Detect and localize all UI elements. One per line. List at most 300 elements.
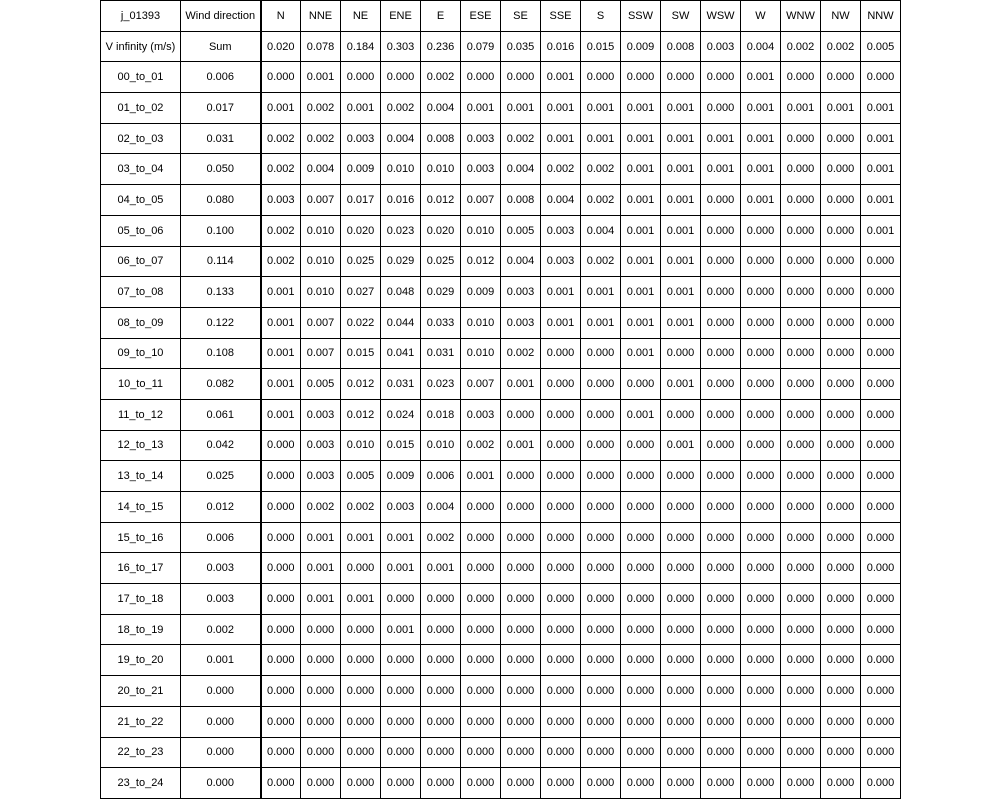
frequency-cell: 0.000 (861, 522, 901, 553)
frequency-cell: 0.000 (821, 154, 861, 185)
frequency-cell: 0.000 (461, 614, 501, 645)
frequency-cell: 0.010 (381, 154, 421, 185)
frequency-cell: 0.000 (701, 338, 741, 369)
frequency-cell: 0.004 (541, 185, 581, 216)
frequency-cell: 0.000 (341, 553, 381, 584)
direction-total-cell: 0.184 (341, 31, 381, 62)
row-sum-cell: 0.006 (181, 522, 261, 553)
frequency-cell: 0.000 (461, 737, 501, 768)
frequency-cell: 0.000 (861, 737, 901, 768)
frequency-cell: 0.000 (501, 62, 541, 93)
frequency-cell: 0.000 (821, 307, 861, 338)
frequency-cell: 0.000 (821, 430, 861, 461)
speed-bin-label: 19_to_20 (101, 645, 181, 676)
frequency-cell: 0.000 (661, 553, 701, 584)
frequency-cell: 0.000 (581, 737, 621, 768)
table-id-label: j_01393 (101, 1, 181, 32)
frequency-cell: 0.009 (381, 461, 421, 492)
frequency-cell: 0.000 (261, 522, 301, 553)
frequency-cell: 0.008 (501, 185, 541, 216)
direction-header-ene: ENE (381, 1, 421, 32)
frequency-cell: 0.003 (541, 215, 581, 246)
frequency-cell: 0.000 (821, 768, 861, 799)
direction-total-cell: 0.016 (541, 31, 581, 62)
frequency-cell: 0.010 (461, 215, 501, 246)
frequency-cell: 0.001 (341, 93, 381, 124)
wind-frequency-table (100, 0, 901, 799)
frequency-cell: 0.000 (701, 277, 741, 308)
frequency-cell: 0.000 (381, 768, 421, 799)
row-sum-cell: 0.050 (181, 154, 261, 185)
row-sum-cell: 0.122 (181, 307, 261, 338)
table-row (101, 399, 901, 430)
frequency-cell: 0.000 (501, 553, 541, 584)
frequency-cell: 0.012 (341, 369, 381, 400)
frequency-cell: 0.004 (501, 154, 541, 185)
frequency-cell: 0.000 (541, 492, 581, 523)
frequency-cell: 0.001 (861, 123, 901, 154)
frequency-cell: 0.000 (741, 522, 781, 553)
frequency-cell: 0.001 (461, 461, 501, 492)
row-sum-cell: 0.031 (181, 123, 261, 154)
frequency-cell: 0.000 (261, 62, 301, 93)
frequency-cell: 0.000 (621, 737, 661, 768)
direction-header-ne: NE (341, 1, 381, 32)
frequency-cell: 0.001 (621, 338, 661, 369)
frequency-cell: 0.001 (501, 430, 541, 461)
frequency-cell: 0.000 (741, 399, 781, 430)
direction-total-cell: 0.009 (621, 31, 661, 62)
frequency-cell: 0.000 (581, 461, 621, 492)
frequency-cell: 0.000 (581, 706, 621, 737)
row-sum-cell: 0.003 (181, 553, 261, 584)
speed-bin-label: 23_to_24 (101, 768, 181, 799)
table-body (101, 1, 901, 799)
table-row (101, 62, 901, 93)
frequency-cell: 0.000 (741, 768, 781, 799)
frequency-cell: 0.000 (701, 553, 741, 584)
frequency-cell: 0.000 (781, 307, 821, 338)
frequency-cell: 0.012 (461, 246, 501, 277)
speed-bin-label: 03_to_04 (101, 154, 181, 185)
row-sum-cell: 0.080 (181, 185, 261, 216)
frequency-cell: 0.000 (821, 246, 861, 277)
frequency-cell: 0.000 (781, 492, 821, 523)
frequency-cell: 0.000 (821, 645, 861, 676)
frequency-cell: 0.000 (821, 553, 861, 584)
frequency-cell: 0.001 (581, 307, 621, 338)
frequency-cell: 0.000 (261, 614, 301, 645)
frequency-cell: 0.000 (461, 768, 501, 799)
frequency-cell: 0.000 (781, 154, 821, 185)
frequency-cell: 0.002 (261, 154, 301, 185)
frequency-cell: 0.007 (301, 338, 341, 369)
frequency-cell: 0.000 (421, 614, 461, 645)
frequency-cell: 0.000 (861, 277, 901, 308)
frequency-cell: 0.000 (781, 676, 821, 707)
direction-header-s: S (581, 1, 621, 32)
frequency-cell: 0.000 (461, 62, 501, 93)
direction-total-cell: 0.303 (381, 31, 421, 62)
row-sum-cell: 0.017 (181, 93, 261, 124)
frequency-cell: 0.000 (341, 645, 381, 676)
frequency-cell: 0.000 (541, 676, 581, 707)
direction-header-n: N (261, 1, 301, 32)
speed-bin-label: 13_to_14 (101, 461, 181, 492)
frequency-cell: 0.001 (541, 307, 581, 338)
frequency-cell: 0.004 (301, 154, 341, 185)
frequency-cell: 0.002 (261, 246, 301, 277)
direction-total-cell: 0.002 (821, 31, 861, 62)
direction-header-wnw: WNW (781, 1, 821, 32)
frequency-cell: 0.001 (661, 430, 701, 461)
frequency-cell: 0.002 (341, 492, 381, 523)
frequency-cell: 0.001 (861, 215, 901, 246)
table-row (101, 553, 901, 584)
frequency-cell: 0.000 (701, 768, 741, 799)
frequency-cell: 0.000 (781, 399, 821, 430)
frequency-cell: 0.001 (741, 93, 781, 124)
frequency-cell: 0.000 (781, 584, 821, 615)
frequency-cell: 0.010 (421, 154, 461, 185)
frequency-cell: 0.000 (581, 768, 621, 799)
frequency-cell: 0.000 (381, 737, 421, 768)
table-row (101, 215, 901, 246)
frequency-cell: 0.001 (461, 93, 501, 124)
frequency-cell: 0.000 (741, 706, 781, 737)
frequency-cell: 0.000 (621, 461, 661, 492)
table-row (101, 277, 901, 308)
frequency-cell: 0.000 (661, 768, 701, 799)
frequency-cell: 0.000 (741, 246, 781, 277)
table-row (101, 492, 901, 523)
frequency-cell: 0.000 (741, 307, 781, 338)
frequency-cell: 0.001 (261, 338, 301, 369)
frequency-cell: 0.000 (541, 461, 581, 492)
frequency-cell: 0.000 (541, 645, 581, 676)
direction-total-cell: 0.079 (461, 31, 501, 62)
frequency-cell: 0.000 (661, 338, 701, 369)
frequency-cell: 0.004 (381, 123, 421, 154)
frequency-cell: 0.000 (341, 62, 381, 93)
frequency-cell: 0.000 (861, 246, 901, 277)
frequency-cell: 0.000 (261, 676, 301, 707)
frequency-cell: 0.001 (701, 123, 741, 154)
frequency-cell: 0.000 (661, 62, 701, 93)
direction-header-e: E (421, 1, 461, 32)
frequency-cell: 0.031 (421, 338, 461, 369)
wind-direction-header: Wind direction (181, 1, 261, 32)
frequency-cell: 0.000 (581, 492, 621, 523)
frequency-cell: 0.000 (341, 737, 381, 768)
frequency-cell: 0.000 (701, 307, 741, 338)
frequency-cell: 0.000 (861, 338, 901, 369)
frequency-cell: 0.001 (661, 246, 701, 277)
frequency-cell: 0.000 (501, 768, 541, 799)
frequency-cell: 0.002 (261, 215, 301, 246)
frequency-cell: 0.000 (861, 614, 901, 645)
frequency-cell: 0.001 (261, 399, 301, 430)
frequency-cell: 0.000 (781, 430, 821, 461)
frequency-cell: 0.000 (541, 706, 581, 737)
frequency-cell: 0.000 (661, 676, 701, 707)
frequency-cell: 0.004 (421, 492, 461, 523)
frequency-cell: 0.001 (261, 277, 301, 308)
frequency-cell: 0.000 (541, 369, 581, 400)
frequency-cell: 0.000 (501, 614, 541, 645)
frequency-cell: 0.002 (301, 93, 341, 124)
table-row (101, 584, 901, 615)
frequency-cell: 0.000 (661, 645, 701, 676)
frequency-cell: 0.004 (501, 246, 541, 277)
frequency-cell: 0.003 (301, 430, 341, 461)
frequency-cell: 0.004 (581, 215, 621, 246)
frequency-cell: 0.000 (661, 461, 701, 492)
frequency-cell: 0.000 (501, 706, 541, 737)
frequency-cell: 0.001 (541, 123, 581, 154)
direction-total-cell: 0.015 (581, 31, 621, 62)
speed-bin-label: 05_to_06 (101, 215, 181, 246)
frequency-cell: 0.010 (301, 277, 341, 308)
frequency-cell: 0.001 (861, 185, 901, 216)
frequency-cell: 0.000 (581, 369, 621, 400)
frequency-cell: 0.001 (581, 123, 621, 154)
frequency-cell: 0.000 (381, 645, 421, 676)
frequency-cell: 0.044 (381, 307, 421, 338)
frequency-cell: 0.000 (621, 553, 661, 584)
frequency-cell: 0.001 (661, 154, 701, 185)
frequency-cell: 0.002 (421, 522, 461, 553)
frequency-cell: 0.009 (341, 154, 381, 185)
frequency-cell: 0.001 (621, 154, 661, 185)
frequency-cell: 0.000 (541, 768, 581, 799)
frequency-cell: 0.000 (701, 461, 741, 492)
frequency-cell: 0.003 (461, 399, 501, 430)
table-row (101, 154, 901, 185)
speed-bin-label: 15_to_16 (101, 522, 181, 553)
frequency-cell: 0.000 (701, 676, 741, 707)
row-sum-cell: 0.108 (181, 338, 261, 369)
frequency-cell: 0.000 (381, 584, 421, 615)
frequency-cell: 0.001 (781, 93, 821, 124)
frequency-cell: 0.000 (541, 584, 581, 615)
table-row (101, 737, 901, 768)
frequency-cell: 0.001 (581, 277, 621, 308)
frequency-cell: 0.001 (381, 522, 421, 553)
frequency-cell: 0.000 (501, 399, 541, 430)
frequency-cell: 0.000 (461, 553, 501, 584)
frequency-cell: 0.000 (741, 277, 781, 308)
frequency-cell: 0.001 (861, 154, 901, 185)
speed-bin-label: 20_to_21 (101, 676, 181, 707)
speed-bin-label: 17_to_18 (101, 584, 181, 615)
frequency-cell: 0.000 (661, 737, 701, 768)
frequency-cell: 0.000 (541, 338, 581, 369)
frequency-cell: 0.007 (461, 369, 501, 400)
frequency-cell: 0.000 (701, 584, 741, 615)
frequency-cell: 0.001 (741, 62, 781, 93)
table-row (101, 185, 901, 216)
frequency-cell: 0.003 (541, 246, 581, 277)
frequency-cell: 0.000 (701, 645, 741, 676)
frequency-cell: 0.001 (661, 185, 701, 216)
frequency-cell: 0.002 (381, 93, 421, 124)
direction-total-cell: 0.004 (741, 31, 781, 62)
frequency-cell: 0.000 (781, 706, 821, 737)
frequency-cell: 0.000 (501, 492, 541, 523)
speed-bin-label: 11_to_12 (101, 399, 181, 430)
frequency-cell: 0.000 (621, 706, 661, 737)
header-row (101, 1, 901, 32)
direction-total-cell: 0.008 (661, 31, 701, 62)
frequency-cell: 0.000 (581, 614, 621, 645)
frequency-cell: 0.001 (541, 93, 581, 124)
frequency-cell: 0.015 (341, 338, 381, 369)
frequency-cell: 0.000 (821, 706, 861, 737)
frequency-cell: 0.000 (701, 492, 741, 523)
direction-header-sse: SSE (541, 1, 581, 32)
frequency-cell: 0.000 (261, 737, 301, 768)
frequency-cell: 0.000 (781, 185, 821, 216)
frequency-cell: 0.001 (501, 369, 541, 400)
frequency-cell: 0.000 (421, 676, 461, 707)
frequency-cell: 0.000 (461, 492, 501, 523)
frequency-cell: 0.000 (701, 737, 741, 768)
frequency-cell: 0.000 (501, 645, 541, 676)
frequency-cell: 0.000 (301, 645, 341, 676)
frequency-cell: 0.000 (621, 614, 661, 645)
frequency-cell: 0.005 (301, 369, 341, 400)
frequency-cell: 0.000 (661, 399, 701, 430)
frequency-cell: 0.001 (581, 93, 621, 124)
frequency-cell: 0.002 (501, 338, 541, 369)
row-sum-cell: 0.042 (181, 430, 261, 461)
table-row (101, 768, 901, 799)
frequency-cell: 0.010 (421, 430, 461, 461)
frequency-cell: 0.000 (661, 522, 701, 553)
frequency-cell: 0.000 (261, 706, 301, 737)
frequency-cell: 0.000 (741, 737, 781, 768)
frequency-cell: 0.000 (341, 614, 381, 645)
frequency-cell: 0.000 (621, 369, 661, 400)
frequency-cell: 0.000 (781, 369, 821, 400)
frequency-cell: 0.000 (861, 584, 901, 615)
frequency-cell: 0.000 (261, 584, 301, 615)
frequency-cell: 0.041 (381, 338, 421, 369)
row-sum-cell: 0.114 (181, 246, 261, 277)
frequency-cell: 0.000 (261, 492, 301, 523)
frequency-cell: 0.000 (861, 553, 901, 584)
table-row (101, 461, 901, 492)
speed-bin-label: 04_to_05 (101, 185, 181, 216)
frequency-cell: 0.000 (661, 584, 701, 615)
frequency-cell: 0.000 (821, 584, 861, 615)
frequency-cell: 0.000 (701, 399, 741, 430)
speed-bin-label: 12_to_13 (101, 430, 181, 461)
frequency-cell: 0.000 (541, 399, 581, 430)
frequency-cell: 0.001 (261, 307, 301, 338)
frequency-cell: 0.000 (501, 584, 541, 615)
frequency-cell: 0.000 (821, 185, 861, 216)
frequency-cell: 0.022 (341, 307, 381, 338)
frequency-cell: 0.001 (621, 185, 661, 216)
frequency-cell: 0.002 (461, 430, 501, 461)
direction-header-nw: NW (821, 1, 861, 32)
frequency-cell: 0.008 (421, 123, 461, 154)
frequency-cell: 0.001 (541, 62, 581, 93)
frequency-cell: 0.002 (301, 492, 341, 523)
frequency-cell: 0.007 (301, 185, 341, 216)
frequency-cell: 0.001 (741, 185, 781, 216)
frequency-cell: 0.001 (501, 93, 541, 124)
frequency-cell: 0.000 (301, 706, 341, 737)
frequency-cell: 0.000 (341, 768, 381, 799)
frequency-cell: 0.000 (701, 62, 741, 93)
direction-total-cell: 0.002 (781, 31, 821, 62)
frequency-cell: 0.000 (621, 62, 661, 93)
frequency-cell: 0.000 (821, 614, 861, 645)
frequency-cell: 0.029 (421, 277, 461, 308)
frequency-cell: 0.000 (581, 676, 621, 707)
speed-bin-label: 21_to_22 (101, 706, 181, 737)
frequency-cell: 0.000 (781, 123, 821, 154)
frequency-cell: 0.001 (701, 154, 741, 185)
frequency-cell: 0.000 (621, 584, 661, 615)
frequency-cell: 0.000 (741, 430, 781, 461)
frequency-cell: 0.000 (701, 185, 741, 216)
frequency-cell: 0.003 (501, 307, 541, 338)
frequency-cell: 0.000 (701, 706, 741, 737)
speed-bin-label: 00_to_01 (101, 62, 181, 93)
frequency-cell: 0.001 (301, 584, 341, 615)
frequency-cell: 0.001 (621, 399, 661, 430)
frequency-cell: 0.000 (821, 62, 861, 93)
frequency-cell: 0.000 (301, 614, 341, 645)
frequency-cell: 0.000 (421, 768, 461, 799)
frequency-cell: 0.001 (661, 215, 701, 246)
frequency-cell: 0.001 (261, 93, 301, 124)
frequency-cell: 0.000 (741, 614, 781, 645)
frequency-cell: 0.001 (541, 277, 581, 308)
frequency-cell: 0.012 (341, 399, 381, 430)
frequency-cell: 0.016 (381, 185, 421, 216)
table-row (101, 338, 901, 369)
frequency-cell: 0.001 (421, 553, 461, 584)
frequency-cell: 0.000 (781, 768, 821, 799)
table-row (101, 93, 901, 124)
frequency-cell: 0.001 (741, 154, 781, 185)
frequency-cell: 0.001 (821, 93, 861, 124)
speed-bin-label: 16_to_17 (101, 553, 181, 584)
frequency-cell: 0.000 (861, 430, 901, 461)
table-row (101, 706, 901, 737)
frequency-cell: 0.000 (661, 492, 701, 523)
frequency-cell: 0.000 (701, 430, 741, 461)
row-sum-cell: 0.000 (181, 706, 261, 737)
frequency-cell: 0.001 (741, 123, 781, 154)
direction-total-cell: 0.003 (701, 31, 741, 62)
frequency-cell: 0.000 (781, 461, 821, 492)
table-row (101, 522, 901, 553)
frequency-cell: 0.001 (301, 522, 341, 553)
frequency-cell: 0.000 (501, 676, 541, 707)
frequency-cell: 0.005 (341, 461, 381, 492)
frequency-cell: 0.003 (301, 461, 341, 492)
frequency-cell: 0.000 (701, 93, 741, 124)
frequency-cell: 0.000 (301, 737, 341, 768)
frequency-cell: 0.031 (381, 369, 421, 400)
frequency-cell: 0.000 (861, 492, 901, 523)
